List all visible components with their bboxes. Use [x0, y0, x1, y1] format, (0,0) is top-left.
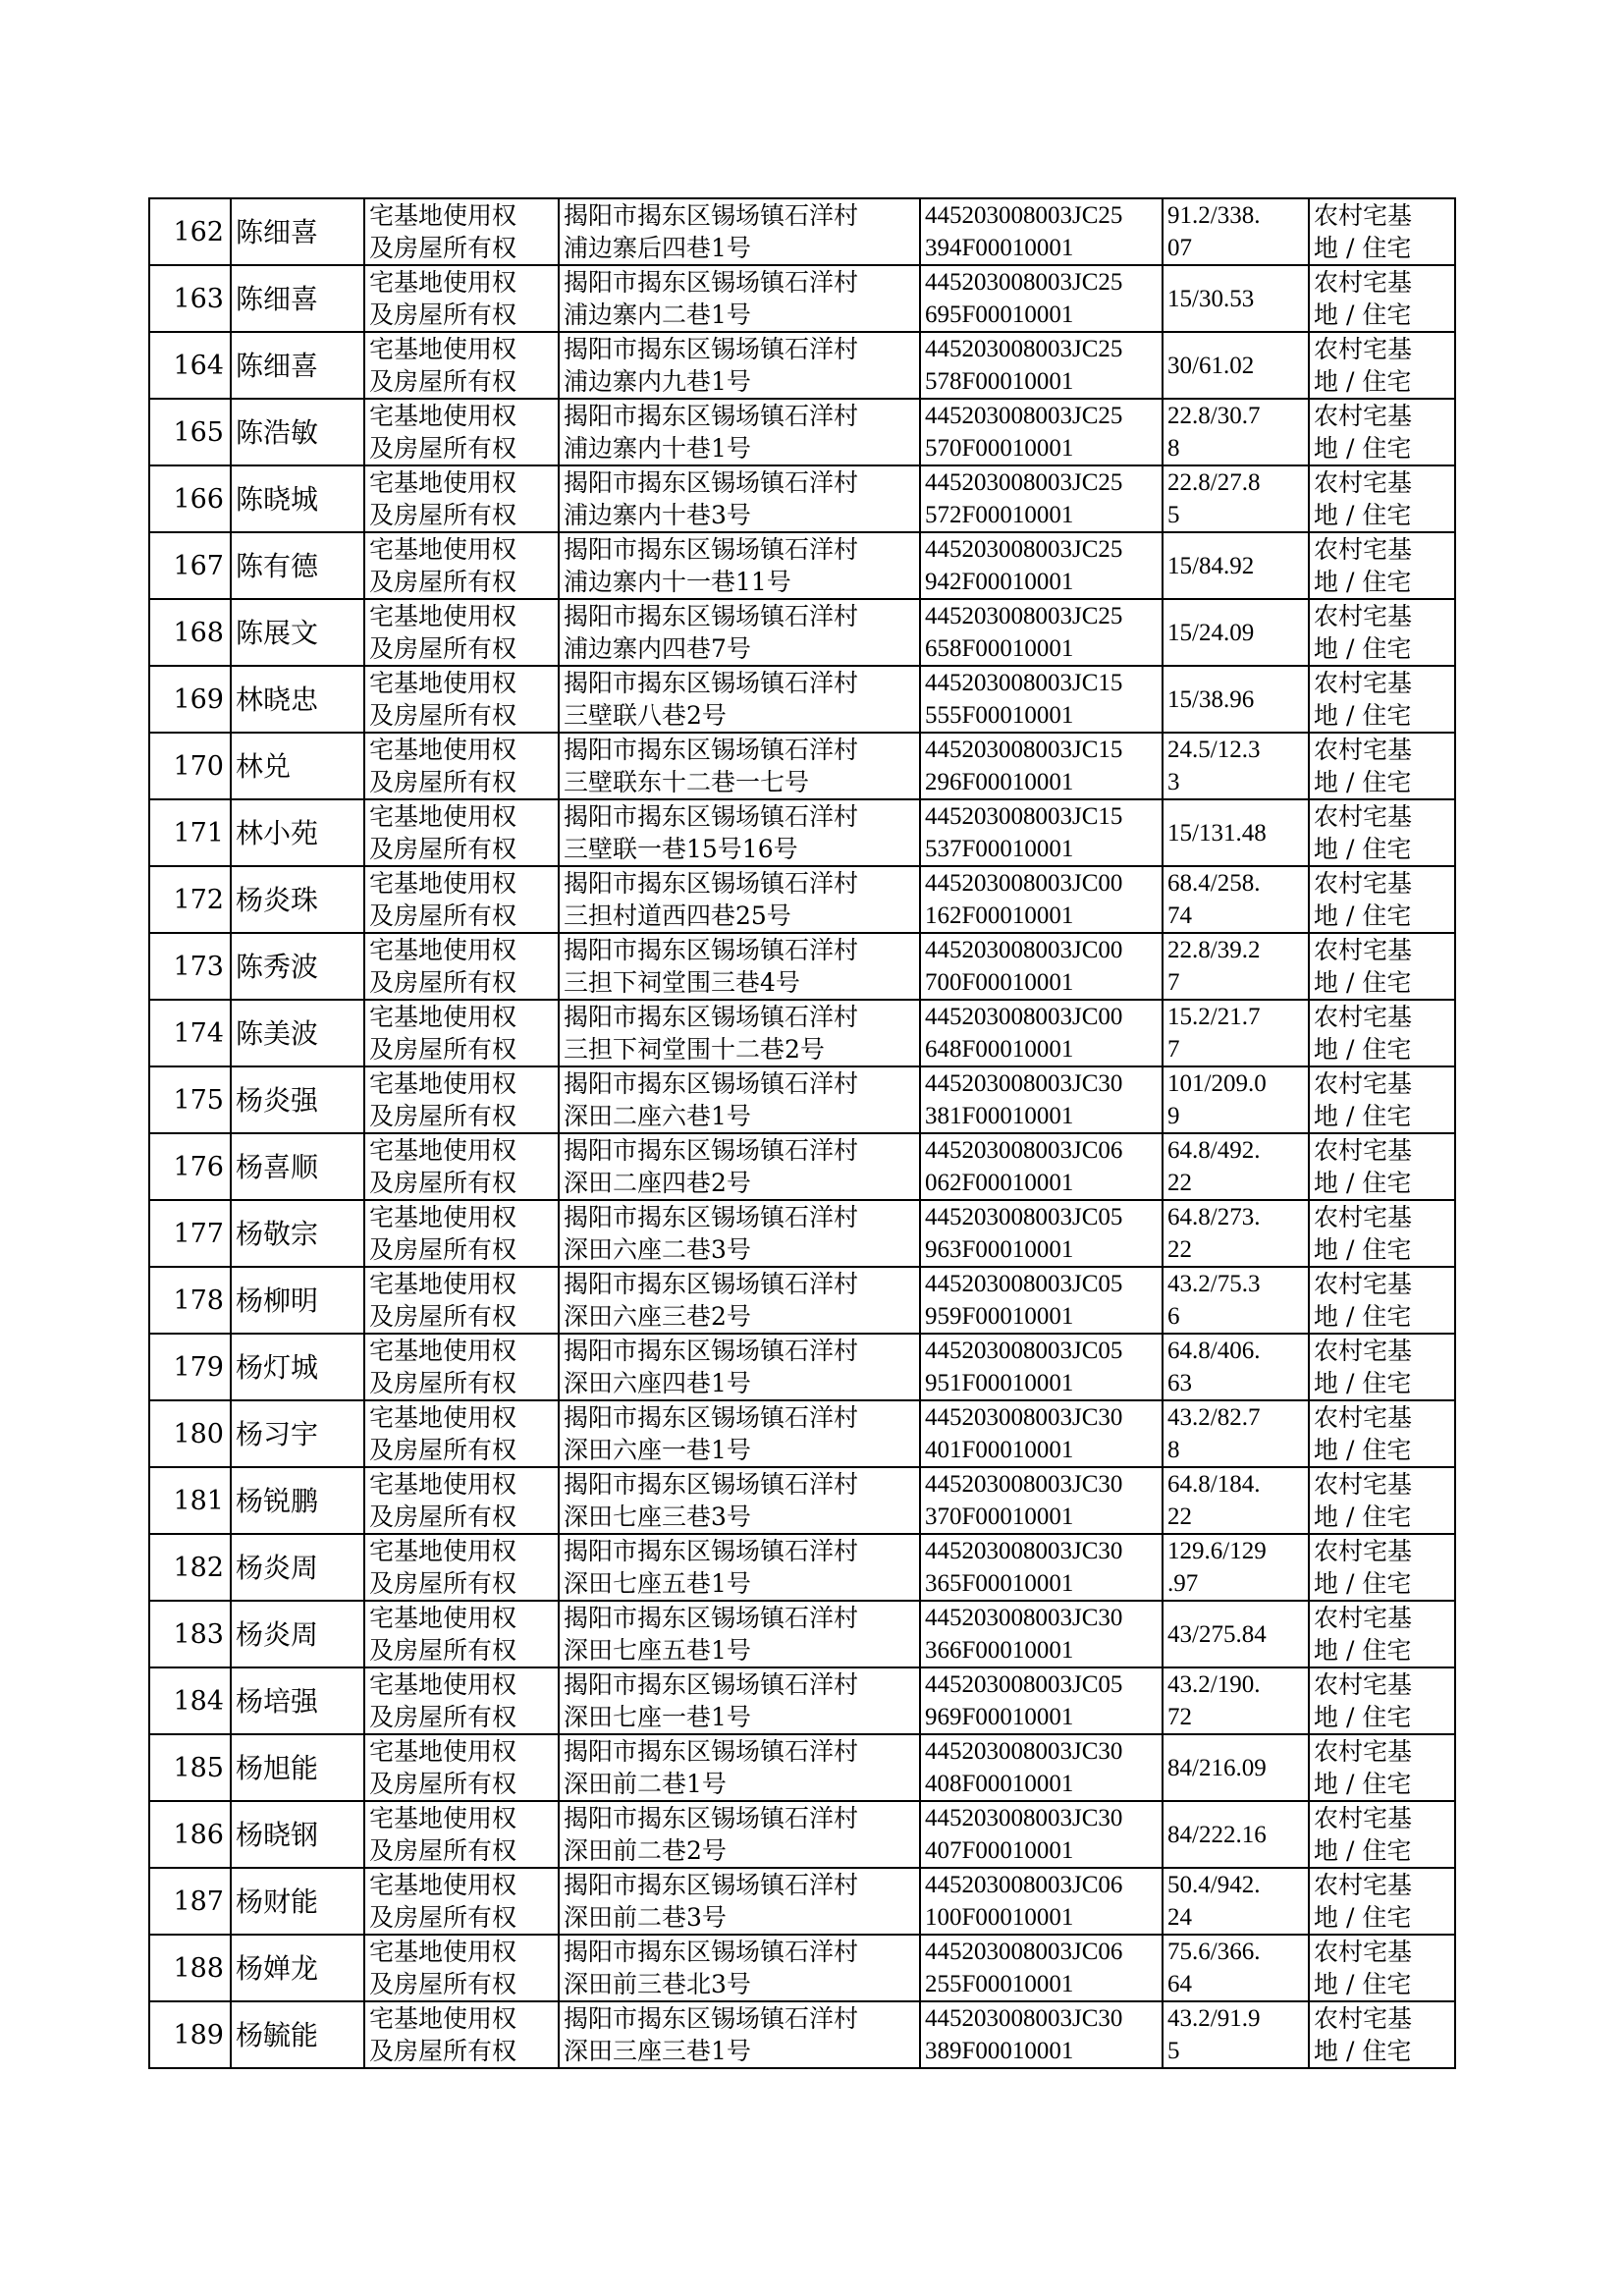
unit-code-cell: 445203008003JC25 394F00010001 [920, 198, 1163, 265]
land-use-cell: 农村宅基 地 / 住宅 [1309, 1334, 1455, 1400]
land-use-cell: 农村宅基 地 / 住宅 [1309, 1066, 1455, 1133]
holder-name-cell: 陈秀波 [231, 933, 364, 1000]
land-use-cell: 农村宅基 地 / 住宅 [1309, 666, 1455, 733]
address-cell: 揭阳市揭东区锡场镇石洋村 三壁联八巷2号 [559, 666, 920, 733]
land-use-cell: 农村宅基 地 / 住宅 [1309, 1801, 1455, 1868]
unit-code-cell: 445203008003JC30 389F00010001 [920, 2001, 1163, 2068]
row-number-cell: 173 [149, 933, 231, 1000]
unit-code-cell: 445203008003JC30 365F00010001 [920, 1534, 1163, 1601]
address-cell: 揭阳市揭东区锡场镇石洋村 浦边寨内九巷1号 [559, 332, 920, 399]
land-use-cell: 农村宅基 地 / 住宅 [1309, 866, 1455, 933]
right-type-cell: 宅基地使用权 及房屋所有权 [364, 1066, 559, 1133]
address-cell: 揭阳市揭东区锡场镇石洋村 深田三座三巷1号 [559, 2001, 920, 2068]
row-number-cell: 163 [149, 265, 231, 332]
row-number-cell: 178 [149, 1267, 231, 1334]
holder-name-cell: 杨敬宗 [231, 1200, 364, 1267]
address-cell: 揭阳市揭东区锡场镇石洋村 浦边寨内四巷7号 [559, 599, 920, 666]
table-row [149, 866, 1455, 933]
land-use-cell: 农村宅基 地 / 住宅 [1309, 198, 1455, 265]
address-cell: 揭阳市揭东区锡场镇石洋村 三担村道西四巷25号 [559, 866, 920, 933]
right-type-cell: 宅基地使用权 及房屋所有权 [364, 1334, 559, 1400]
area-cell: 15/24.09 [1163, 599, 1309, 666]
land-use-cell: 农村宅基 地 / 住宅 [1309, 1734, 1455, 1801]
address-cell: 揭阳市揭东区锡场镇石洋村 三壁联东十二巷一七号 [559, 733, 920, 799]
table-row [149, 465, 1455, 532]
table-row [149, 1467, 1455, 1534]
area-cell: 15/30.53 [1163, 265, 1309, 332]
row-number-cell: 179 [149, 1334, 231, 1400]
holder-name-cell: 杨旭能 [231, 1734, 364, 1801]
holder-name-cell: 陈浩敏 [231, 399, 364, 465]
row-number-cell: 176 [149, 1133, 231, 1200]
row-number-cell: 183 [149, 1601, 231, 1667]
right-type-cell: 宅基地使用权 及房屋所有权 [364, 1734, 559, 1801]
right-type-cell: 宅基地使用权 及房屋所有权 [364, 399, 559, 465]
table-row [149, 666, 1455, 733]
unit-code-cell: 445203008003JC05 969F00010001 [920, 1667, 1163, 1734]
unit-code-cell: 445203008003JC30 408F00010001 [920, 1734, 1163, 1801]
table-row [149, 1066, 1455, 1133]
table-row [149, 1334, 1455, 1400]
holder-name-cell: 杨灯城 [231, 1334, 364, 1400]
row-number-cell: 182 [149, 1534, 231, 1601]
right-type-cell: 宅基地使用权 及房屋所有权 [364, 1935, 559, 2001]
unit-code-cell: 445203008003JC30 401F00010001 [920, 1400, 1163, 1467]
right-type-cell: 宅基地使用权 及房屋所有权 [364, 1200, 559, 1267]
area-cell: 64.8/273. 22 [1163, 1200, 1309, 1267]
row-number-cell: 169 [149, 666, 231, 733]
row-number-cell: 171 [149, 799, 231, 866]
table-row [149, 1534, 1455, 1601]
holder-name-cell: 杨培强 [231, 1667, 364, 1734]
address-cell: 揭阳市揭东区锡场镇石洋村 深田七座三巷3号 [559, 1467, 920, 1534]
address-cell: 揭阳市揭东区锡场镇石洋村 深田六座四巷1号 [559, 1334, 920, 1400]
area-cell: 43.2/75.3 6 [1163, 1267, 1309, 1334]
table-row [149, 1400, 1455, 1467]
table-row [149, 2001, 1455, 2068]
area-cell: 15/38.96 [1163, 666, 1309, 733]
table-row [149, 933, 1455, 1000]
holder-name-cell: 杨晓钢 [231, 1801, 364, 1868]
holder-name-cell: 杨炎珠 [231, 866, 364, 933]
right-type-cell: 宅基地使用权 及房屋所有权 [364, 599, 559, 666]
unit-code-cell: 445203008003JC05 963F00010001 [920, 1200, 1163, 1267]
area-cell: 15/84.92 [1163, 532, 1309, 599]
area-cell: 43.2/91.9 5 [1163, 2001, 1309, 2068]
holder-name-cell: 陈展文 [231, 599, 364, 666]
right-type-cell: 宅基地使用权 及房屋所有权 [364, 799, 559, 866]
land-use-cell: 农村宅基 地 / 住宅 [1309, 1000, 1455, 1066]
area-cell: 101/209.0 9 [1163, 1066, 1309, 1133]
right-type-cell: 宅基地使用权 及房屋所有权 [364, 1801, 559, 1868]
holder-name-cell: 陈细喜 [231, 332, 364, 399]
holder-name-cell: 林兑 [231, 733, 364, 799]
table-row [149, 1935, 1455, 2001]
right-type-cell: 宅基地使用权 及房屋所有权 [364, 1467, 559, 1534]
address-cell: 揭阳市揭东区锡场镇石洋村 三担下祠堂围三巷4号 [559, 933, 920, 1000]
holder-name-cell: 杨炎周 [231, 1601, 364, 1667]
address-cell: 揭阳市揭东区锡场镇石洋村 深田前二巷1号 [559, 1734, 920, 1801]
land-use-cell: 农村宅基 地 / 住宅 [1309, 465, 1455, 532]
area-cell: 15/131.48 [1163, 799, 1309, 866]
holder-name-cell: 陈美波 [231, 1000, 364, 1066]
table-row [149, 332, 1455, 399]
right-type-cell: 宅基地使用权 及房屋所有权 [364, 1534, 559, 1601]
area-cell: 64.8/492. 22 [1163, 1133, 1309, 1200]
land-use-cell: 农村宅基 地 / 住宅 [1309, 933, 1455, 1000]
unit-code-cell: 445203008003JC06 062F00010001 [920, 1133, 1163, 1200]
holder-name-cell: 杨习宇 [231, 1400, 364, 1467]
area-cell: 22.8/27.8 5 [1163, 465, 1309, 532]
area-cell: 43.2/190. 72 [1163, 1667, 1309, 1734]
land-use-cell: 农村宅基 地 / 住宅 [1309, 1534, 1455, 1601]
row-number-cell: 184 [149, 1667, 231, 1734]
right-type-cell: 宅基地使用权 及房屋所有权 [364, 465, 559, 532]
table-row [149, 1734, 1455, 1801]
row-number-cell: 177 [149, 1200, 231, 1267]
right-type-cell: 宅基地使用权 及房屋所有权 [364, 532, 559, 599]
right-type-cell: 宅基地使用权 及房屋所有权 [364, 1667, 559, 1734]
right-type-cell: 宅基地使用权 及房屋所有权 [364, 733, 559, 799]
holder-name-cell: 杨炎强 [231, 1066, 364, 1133]
land-use-cell: 农村宅基 地 / 住宅 [1309, 399, 1455, 465]
row-number-cell: 175 [149, 1066, 231, 1133]
unit-code-cell: 445203008003JC06 100F00010001 [920, 1868, 1163, 1935]
table-row [149, 1267, 1455, 1334]
holder-name-cell: 陈细喜 [231, 265, 364, 332]
right-type-cell: 宅基地使用权 及房屋所有权 [364, 1601, 559, 1667]
table-row [149, 1801, 1455, 1868]
land-use-cell: 农村宅基 地 / 住宅 [1309, 733, 1455, 799]
address-cell: 揭阳市揭东区锡场镇石洋村 深田前二巷2号 [559, 1801, 920, 1868]
holder-name-cell: 林晓忠 [231, 666, 364, 733]
row-number-cell: 186 [149, 1801, 231, 1868]
table-row [149, 1133, 1455, 1200]
land-use-cell: 农村宅基 地 / 住宅 [1309, 1133, 1455, 1200]
unit-code-cell: 445203008003JC00 162F00010001 [920, 866, 1163, 933]
table-row [149, 265, 1455, 332]
area-cell: 22.8/39.2 7 [1163, 933, 1309, 1000]
table-row [149, 1868, 1455, 1935]
address-cell: 揭阳市揭东区锡场镇石洋村 浦边寨后四巷1号 [559, 198, 920, 265]
area-cell: 22.8/30.7 8 [1163, 399, 1309, 465]
right-type-cell: 宅基地使用权 及房屋所有权 [364, 1400, 559, 1467]
right-type-cell: 宅基地使用权 及房屋所有权 [364, 1868, 559, 1935]
right-type-cell: 宅基地使用权 及房屋所有权 [364, 265, 559, 332]
right-type-cell: 宅基地使用权 及房屋所有权 [364, 1133, 559, 1200]
holder-name-cell: 杨财能 [231, 1868, 364, 1935]
unit-code-cell: 445203008003JC05 959F00010001 [920, 1267, 1163, 1334]
address-cell: 揭阳市揭东区锡场镇石洋村 深田六座三巷2号 [559, 1267, 920, 1334]
holder-name-cell: 陈细喜 [231, 198, 364, 265]
unit-code-cell: 445203008003JC30 381F00010001 [920, 1066, 1163, 1133]
row-number-cell: 187 [149, 1868, 231, 1935]
row-number-cell: 185 [149, 1734, 231, 1801]
area-cell: 84/216.09 [1163, 1734, 1309, 1801]
unit-code-cell: 445203008003JC06 255F00010001 [920, 1935, 1163, 2001]
right-type-cell: 宅基地使用权 及房屋所有权 [364, 198, 559, 265]
address-cell: 揭阳市揭东区锡场镇石洋村 深田二座四巷2号 [559, 1133, 920, 1200]
unit-code-cell: 445203008003JC25 942F00010001 [920, 532, 1163, 599]
address-cell: 揭阳市揭东区锡场镇石洋村 深田七座五巷1号 [559, 1534, 920, 1601]
row-number-cell: 172 [149, 866, 231, 933]
right-type-cell: 宅基地使用权 及房屋所有权 [364, 866, 559, 933]
row-number-cell: 167 [149, 532, 231, 599]
address-cell: 揭阳市揭东区锡场镇石洋村 浦边寨内十巷1号 [559, 399, 920, 465]
address-cell: 揭阳市揭东区锡场镇石洋村 三壁联一巷15号16号 [559, 799, 920, 866]
table-body [149, 198, 1455, 2068]
row-number-cell: 188 [149, 1935, 231, 2001]
area-cell: 75.6/366. 64 [1163, 1935, 1309, 2001]
area-cell: 64.8/406. 63 [1163, 1334, 1309, 1400]
unit-code-cell: 445203008003JC05 951F00010001 [920, 1334, 1163, 1400]
row-number-cell: 180 [149, 1400, 231, 1467]
table-row [149, 599, 1455, 666]
table-row [149, 1000, 1455, 1066]
land-use-cell: 农村宅基 地 / 住宅 [1309, 799, 1455, 866]
right-type-cell: 宅基地使用权 及房屋所有权 [364, 332, 559, 399]
unit-code-cell: 445203008003JC30 370F00010001 [920, 1467, 1163, 1534]
address-cell: 揭阳市揭东区锡场镇石洋村 浦边寨内二巷1号 [559, 265, 920, 332]
area-cell: 68.4/258. 74 [1163, 866, 1309, 933]
holder-name-cell: 杨婵龙 [231, 1935, 364, 2001]
row-number-cell: 170 [149, 733, 231, 799]
row-number-cell: 189 [149, 2001, 231, 2068]
address-cell: 揭阳市揭东区锡场镇石洋村 深田前二巷3号 [559, 1868, 920, 1935]
unit-code-cell: 445203008003JC30 407F00010001 [920, 1801, 1163, 1868]
holder-name-cell: 杨毓能 [231, 2001, 364, 2068]
row-number-cell: 181 [149, 1467, 231, 1534]
land-use-cell: 农村宅基 地 / 住宅 [1309, 1200, 1455, 1267]
right-type-cell: 宅基地使用权 及房屋所有权 [364, 1000, 559, 1066]
area-cell: 43/275.84 [1163, 1601, 1309, 1667]
unit-code-cell: 445203008003JC25 570F00010001 [920, 399, 1163, 465]
land-use-cell: 农村宅基 地 / 住宅 [1309, 1400, 1455, 1467]
unit-code-cell: 445203008003JC00 700F00010001 [920, 933, 1163, 1000]
land-use-cell: 农村宅基 地 / 住宅 [1309, 1267, 1455, 1334]
area-cell: 64.8/184. 22 [1163, 1467, 1309, 1534]
table-row [149, 1601, 1455, 1667]
unit-code-cell: 445203008003JC25 572F00010001 [920, 465, 1163, 532]
right-type-cell: 宅基地使用权 及房屋所有权 [364, 1267, 559, 1334]
table-row [149, 532, 1455, 599]
address-cell: 揭阳市揭东区锡场镇石洋村 深田七座一巷1号 [559, 1667, 920, 1734]
area-cell: 50.4/942. 24 [1163, 1868, 1309, 1935]
unit-code-cell: 445203008003JC25 658F00010001 [920, 599, 1163, 666]
address-cell: 揭阳市揭东区锡场镇石洋村 深田六座二巷3号 [559, 1200, 920, 1267]
address-cell: 揭阳市揭东区锡场镇石洋村 浦边寨内十一巷11号 [559, 532, 920, 599]
row-number-cell: 166 [149, 465, 231, 532]
land-use-cell: 农村宅基 地 / 住宅 [1309, 1667, 1455, 1734]
area-cell: 84/222.16 [1163, 1801, 1309, 1868]
land-use-cell: 农村宅基 地 / 住宅 [1309, 332, 1455, 399]
table-row [149, 399, 1455, 465]
holder-name-cell: 杨炎周 [231, 1534, 364, 1601]
land-use-cell: 农村宅基 地 / 住宅 [1309, 1935, 1455, 2001]
area-cell: 43.2/82.7 8 [1163, 1400, 1309, 1467]
holder-name-cell: 林小苑 [231, 799, 364, 866]
address-cell: 揭阳市揭东区锡场镇石洋村 深田二座六巷1号 [559, 1066, 920, 1133]
row-number-cell: 168 [149, 599, 231, 666]
right-type-cell: 宅基地使用权 及房屋所有权 [364, 2001, 559, 2068]
area-cell: 91.2/338. 07 [1163, 198, 1309, 265]
row-number-cell: 165 [149, 399, 231, 465]
land-use-cell: 农村宅基 地 / 住宅 [1309, 1601, 1455, 1667]
address-cell: 揭阳市揭东区锡场镇石洋村 深田六座一巷1号 [559, 1400, 920, 1467]
holder-name-cell: 杨喜顺 [231, 1133, 364, 1200]
table-row [149, 1667, 1455, 1734]
holder-name-cell: 杨锐鹏 [231, 1467, 364, 1534]
right-type-cell: 宅基地使用权 及房屋所有权 [364, 666, 559, 733]
address-cell: 揭阳市揭东区锡场镇石洋村 深田前三巷北3号 [559, 1935, 920, 2001]
area-cell: 15.2/21.7 7 [1163, 1000, 1309, 1066]
table-row [149, 1200, 1455, 1267]
unit-code-cell: 445203008003JC15 555F00010001 [920, 666, 1163, 733]
unit-code-cell: 445203008003JC25 578F00010001 [920, 332, 1163, 399]
land-use-cell: 农村宅基 地 / 住宅 [1309, 265, 1455, 332]
row-number-cell: 174 [149, 1000, 231, 1066]
registration-table [148, 197, 1456, 2069]
unit-code-cell: 445203008003JC15 296F00010001 [920, 733, 1163, 799]
address-cell: 揭阳市揭东区锡场镇石洋村 浦边寨内十巷3号 [559, 465, 920, 532]
row-number-cell: 164 [149, 332, 231, 399]
land-use-cell: 农村宅基 地 / 住宅 [1309, 2001, 1455, 2068]
holder-name-cell: 杨柳明 [231, 1267, 364, 1334]
table-row [149, 198, 1455, 265]
land-use-cell: 农村宅基 地 / 住宅 [1309, 599, 1455, 666]
table-row [149, 733, 1455, 799]
area-cell: 24.5/12.3 3 [1163, 733, 1309, 799]
address-cell: 揭阳市揭东区锡场镇石洋村 三担下祠堂围十二巷2号 [559, 1000, 920, 1066]
unit-code-cell: 445203008003JC25 695F00010001 [920, 265, 1163, 332]
land-use-cell: 农村宅基 地 / 住宅 [1309, 532, 1455, 599]
row-number-cell: 162 [149, 198, 231, 265]
right-type-cell: 宅基地使用权 及房屋所有权 [364, 933, 559, 1000]
holder-name-cell: 陈晓城 [231, 465, 364, 532]
unit-code-cell: 445203008003JC00 648F00010001 [920, 1000, 1163, 1066]
land-use-cell: 农村宅基 地 / 住宅 [1309, 1467, 1455, 1534]
area-cell: 30/61.02 [1163, 332, 1309, 399]
holder-name-cell: 陈有德 [231, 532, 364, 599]
unit-code-cell: 445203008003JC30 366F00010001 [920, 1601, 1163, 1667]
land-use-cell: 农村宅基 地 / 住宅 [1309, 1868, 1455, 1935]
table-row [149, 799, 1455, 866]
address-cell: 揭阳市揭东区锡场镇石洋村 深田七座五巷1号 [559, 1601, 920, 1667]
unit-code-cell: 445203008003JC15 537F00010001 [920, 799, 1163, 866]
area-cell: 129.6/129 .97 [1163, 1534, 1309, 1601]
